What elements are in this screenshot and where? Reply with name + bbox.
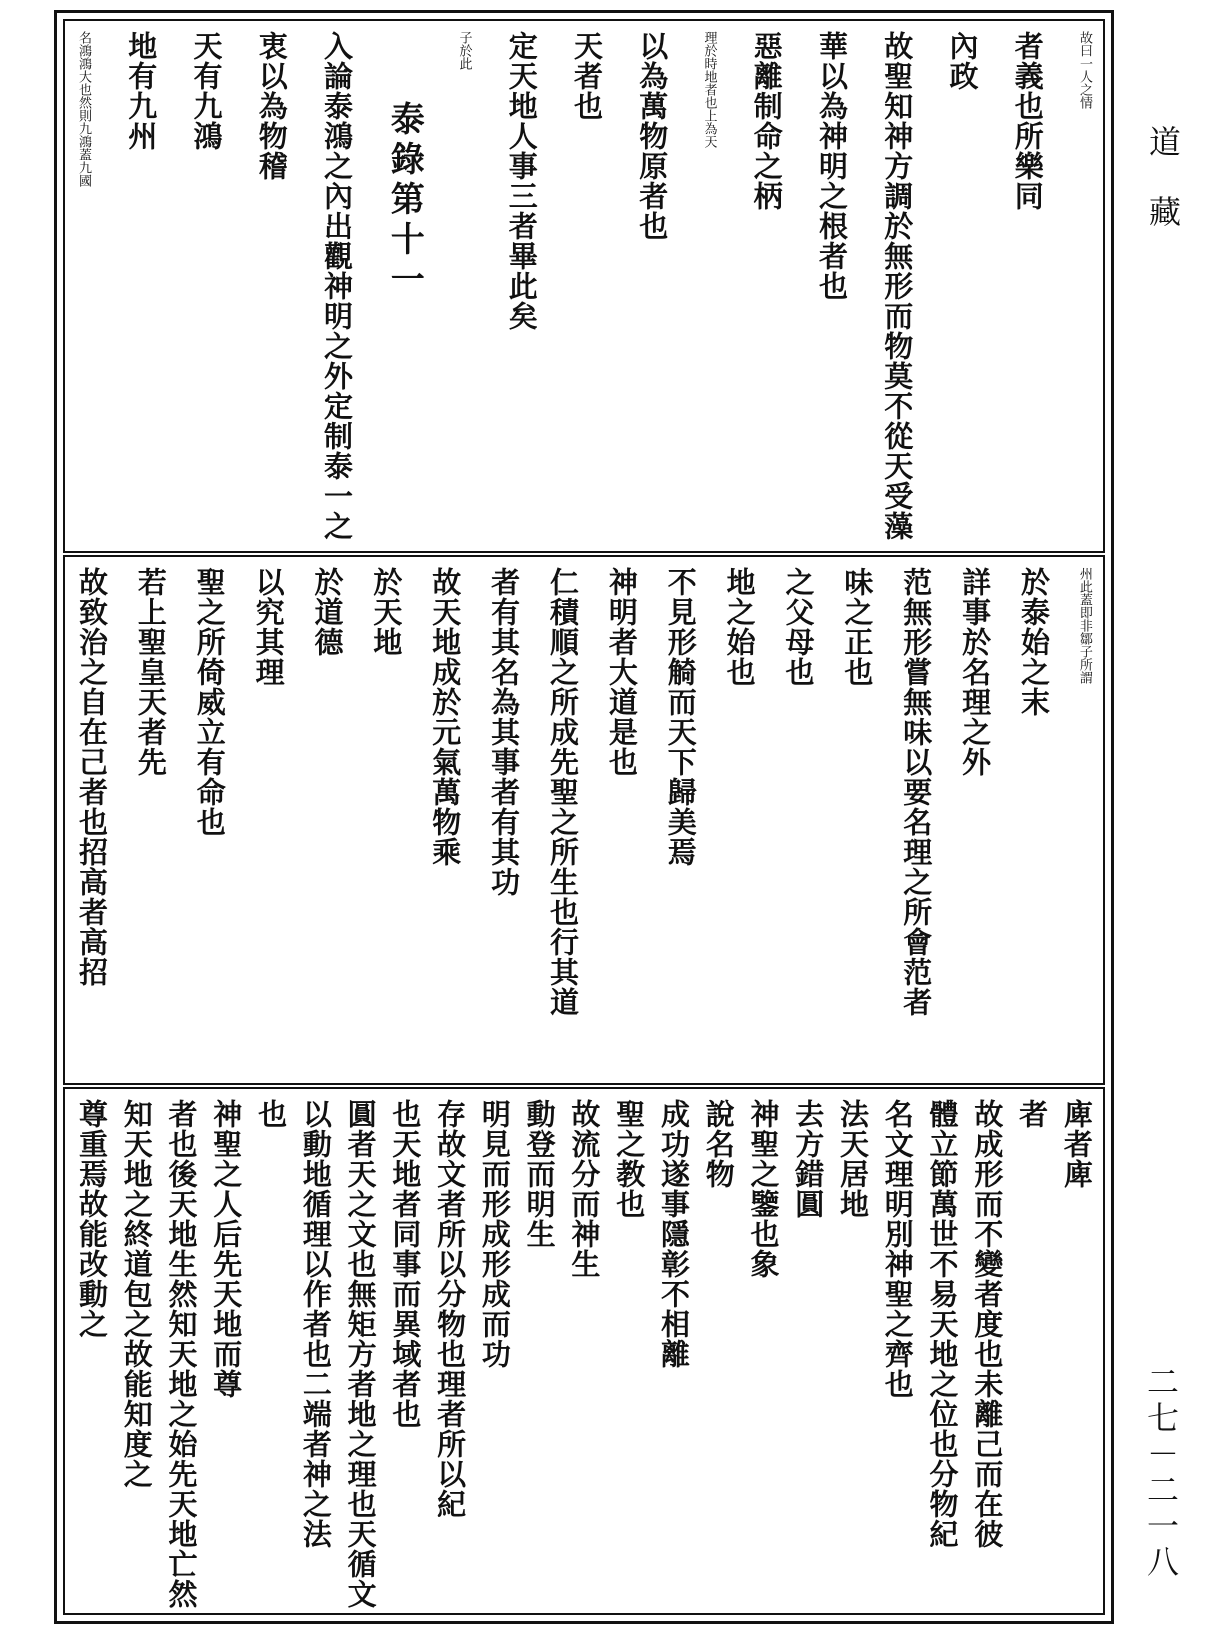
text-column: 法天居地 — [836, 1099, 871, 1219]
text-column: 存故文者所以分物也理者所以紀 — [433, 1099, 468, 1519]
text-column: 也 — [254, 1099, 289, 1129]
text-column: 以動地循理以作者也二端者神之法 — [298, 1099, 333, 1549]
text-column: 故天地成於元氣萬物乘 — [428, 567, 463, 867]
text-column: 圓者天之文也無矩方者地之理也天循文 — [343, 1099, 378, 1609]
text-column: 以為萬物原者也 — [635, 31, 670, 241]
text-column: 仁積順之所成先聖之所生也行其道 — [546, 567, 580, 1017]
text-column: 知天地之終道包之故能知度之 — [119, 1099, 154, 1489]
text-column: 也天地者同事而異域者也 — [388, 1099, 423, 1429]
text-column: 若上聖皇天者先 — [133, 567, 168, 777]
text-column: 庳者庳 — [1059, 1099, 1094, 1189]
text-column: 州此蓋即非鄒子所謂 — [1076, 567, 1092, 684]
text-column: 天有九鴻 — [189, 31, 224, 151]
text-column: 去方錯圓 — [791, 1099, 826, 1219]
text-column: 明見而形成形成而功 — [477, 1099, 512, 1369]
text-column: 於道德 — [310, 567, 345, 657]
chapter-title: 泰錄第十一 — [384, 101, 425, 301]
text-column: 名鴻鴻大也然則九鴻蓋九國 — [76, 31, 91, 187]
page-number: 二七－二一八 — [1142, 1365, 1180, 1581]
text-panel-lower — [63, 1087, 1105, 1615]
text-column: 地之始也 — [722, 567, 757, 687]
text-column: 味之正也 — [840, 567, 875, 687]
text-column: 衷以為物稽 — [254, 31, 289, 181]
text-column: 聖之所倚威立有命也 — [192, 567, 227, 837]
text-column: 故致治之自在己者也招高者高招 — [75, 567, 109, 987]
text-column: 神聖之鑒也象 — [746, 1099, 781, 1279]
text-column: 理於時地者也上為天 — [701, 31, 717, 148]
text-column: 故聖知神方調於無形而物莫不從天受藻 — [880, 31, 915, 541]
text-column: 於天地 — [369, 567, 404, 657]
text-column: 之父母也 — [781, 567, 816, 687]
text-column: 體立節萬世不易天地之位也分物紀 — [925, 1099, 960, 1549]
text-column: 入論泰鴻之內出觀神明之外定制泰一之 — [320, 31, 354, 541]
text-column: 於泰始之末 — [1017, 567, 1051, 717]
text-column: 定天地人事三者畢此矣 — [504, 31, 539, 331]
text-column: 故流分而神生 — [567, 1099, 602, 1279]
text-column: 成功遂事隱彰不相離 — [656, 1099, 691, 1369]
text-column: 以究其理 — [251, 567, 286, 687]
text-column: 子於此 — [456, 31, 472, 70]
text-column: 聖之教也 — [612, 1099, 647, 1219]
text-column: 神明者大道是也 — [604, 567, 639, 777]
text-column: 詳事於名理之外 — [958, 567, 993, 777]
text-column: 說名物 — [701, 1099, 736, 1189]
text-columns — [77, 567, 1091, 1073]
page-frame — [54, 10, 1114, 1624]
text-column: 華以為神明之根者也 — [815, 31, 849, 301]
text-column: 故曰一人之情 — [1077, 31, 1092, 109]
text-columns — [75, 1099, 1094, 1609]
text-panel-middle — [63, 555, 1105, 1085]
text-column: 天者也 — [570, 31, 604, 121]
text-columns — [77, 31, 1091, 541]
text-column: 者有其名為其事者有其功 — [487, 567, 522, 897]
collection-label: 道藏 — [1144, 125, 1182, 265]
text-column: 地有九州 — [124, 31, 159, 151]
text-column: 名文理明別神聖之齊也 — [880, 1099, 915, 1399]
text-column: 不見形觭而天下歸美焉 — [663, 567, 698, 867]
text-column: 尊重焉故能改動之 — [75, 1099, 109, 1339]
text-column: 者也後天地生然知天地之始先天地亡然 — [164, 1099, 199, 1609]
text-panel-upper — [63, 19, 1105, 553]
text-column: 故成形而不變者度也未離己而在彼 — [970, 1099, 1005, 1549]
text-column: 惡離制命之柄 — [749, 31, 784, 211]
text-column: 范無形嘗無味以要名理之所會范者 — [899, 567, 934, 1017]
text-column: 神聖之人后先天地而尊 — [209, 1099, 244, 1399]
text-column: 內政 — [945, 31, 980, 91]
text-column: 者義也所樂同 — [1010, 31, 1045, 211]
text-column: 者 — [1015, 1099, 1050, 1129]
text-column: 動登而明生 — [522, 1099, 557, 1249]
